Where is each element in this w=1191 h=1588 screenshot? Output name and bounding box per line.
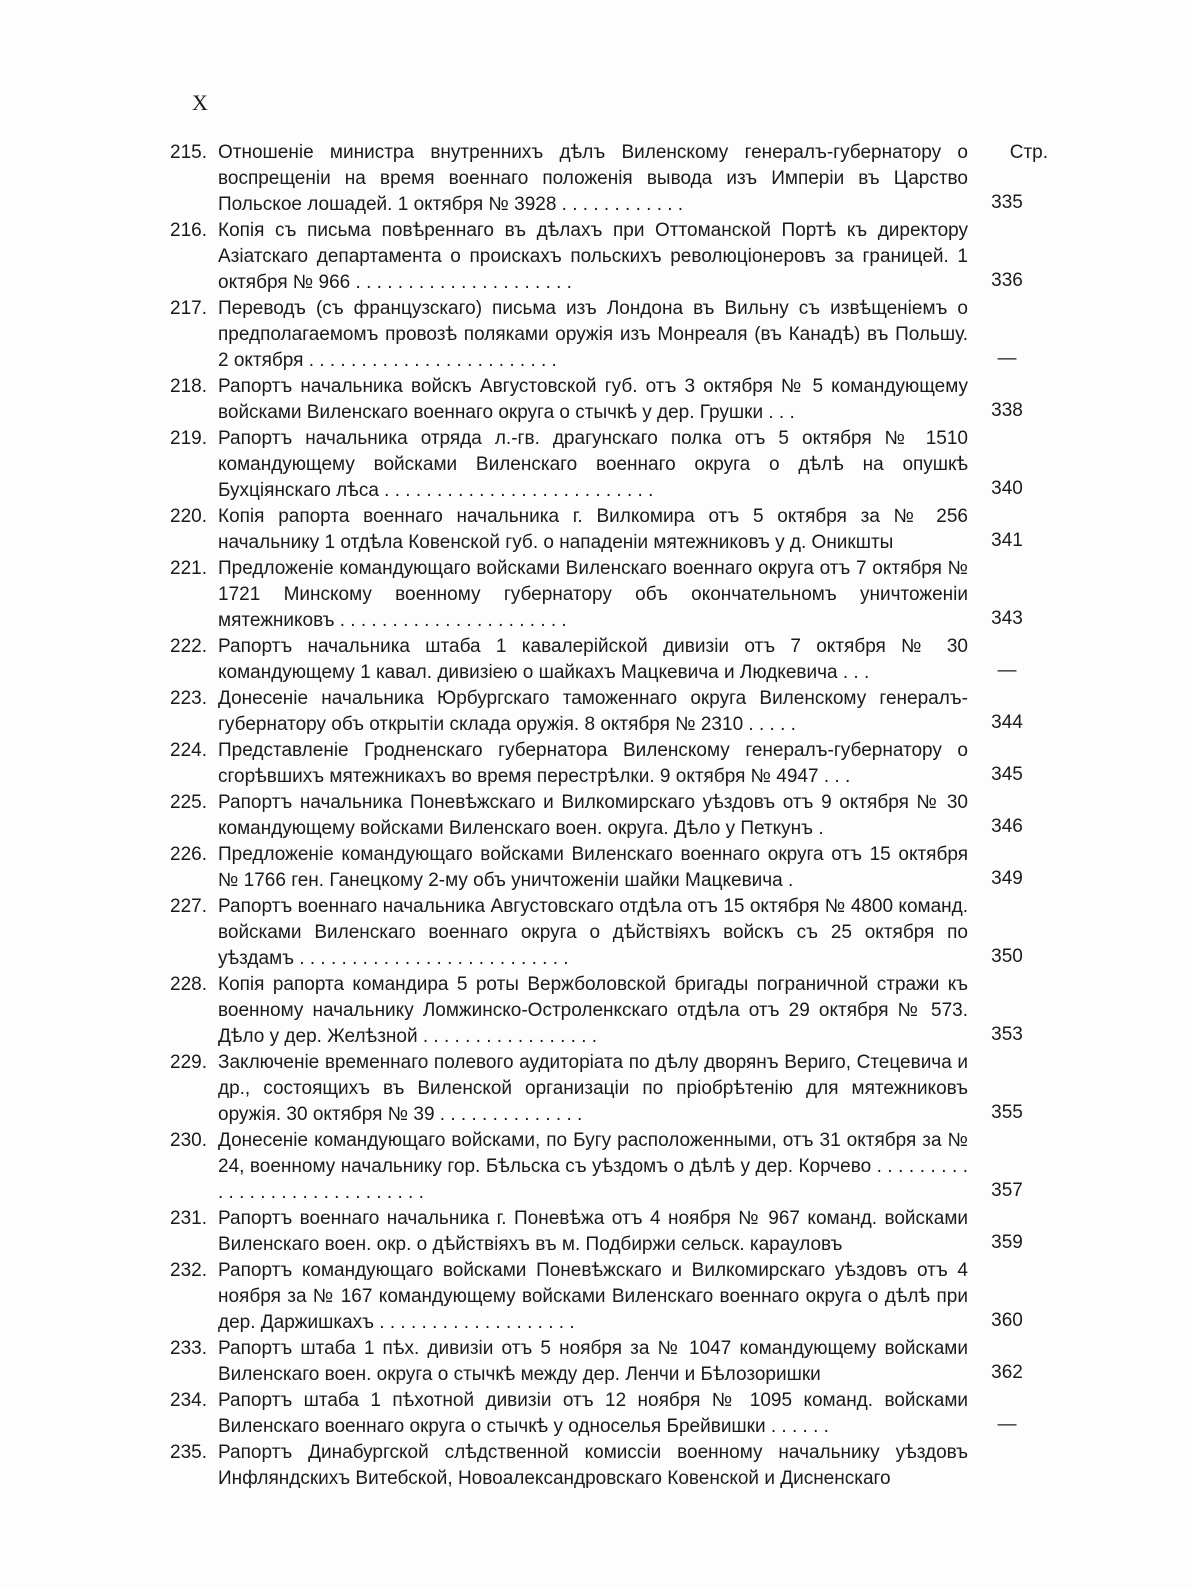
entry-title: Копія съ письма повѣреннаго въ дѣлахъ при Оттоманской Портѣ къ директору Азіатскаго департамента о проискахъ польскихъ революціонеровъ за границей. 1 октября № 966 . . . . . . . . . . . . . . . . . . . . . [218,220,968,293]
entry-page-number: 338 [991,400,1023,421]
entry-page-number: 341 [991,530,1023,551]
entry-number: 219. [170,428,207,449]
page-number: X [192,90,209,115]
entry-title: Отношеніе министра внутреннихъ дѣлъ Виленскому генералъ-губернатору о воспрещеніи на время военнаго положенія вывода изъ Имперіи въ Царство Польское лошадей. 1 октября № 3928 . . . . . . . . . . . . [218,142,968,215]
entry-number: 227. [170,896,207,917]
entry-number: 215. [170,142,207,163]
entry-page-number: 353 [991,1024,1023,1045]
entry-number: 221. [170,558,207,579]
entry-page-number: — [997,1414,1017,1435]
entry-title: Рапортъ штаба 1 пѣх. дивизіи отъ 5 ноября за № 1047 командующему войсками Виленскаго воен. округа о стычкѣ между дер. Ленчи и Бѣлозоришки [218,1338,968,1385]
entry-page-number: 360 [991,1310,1023,1331]
entry-page-number: 349 [991,868,1023,889]
entry-title: Рапортъ начальника Поневѣжскаго и Вилкомирскаго уѣздовъ отъ 9 октября № 30 командующему войсками Виленскаго воен. округа. Дѣло у Петкунъ . [218,792,968,839]
toc-entry [170,1388,1040,1440]
entry-page-number: 359 [991,1232,1023,1253]
entry-number: 216. [170,220,207,241]
toc-entry [170,972,1040,1050]
page-column-label: Стр. [1009,142,1048,163]
toc-entry [170,634,1040,686]
entry-title: Рапортъ военнаго начальника г. Поневѣжа отъ 4 ноября № 967 команд. войсками Виленскаго воен. окр. о дѣйствіяхъ въ м. Подбиржи сельск. карауловъ [218,1208,968,1255]
entry-number: 234. [170,1390,207,1411]
entry-title: Рапортъ военнаго начальника Августовскаго отдѣла отъ 15 октября № 4800 команд. войсками Виленскаго военнаго округа о дѣйствіяхъ войскъ съ 25 октября по уѣздамъ . . . . . . . . . . . . . . . . . . . . . . . . . . [218,896,968,969]
entry-title: Рапортъ начальника войскъ Августовской губ. отъ 3 октября № 5 командующему войсками Виленскаго военнаго округа о стычкѣ у дер. Грушки . . . [218,376,968,423]
entry-title: Рапортъ Динабургской слѣдственной комиссіи военному начальнику уѣздовъ Инфляндскихъ Витебской, Новоалександровскаго Ковенской и Дисненскаго [218,1442,968,1489]
toc-entry [170,296,1040,374]
toc-entry [170,556,1040,634]
entry-number: 230. [170,1130,207,1151]
entry-title: Переводъ (съ французскаго) письма изъ Лондона въ Вильну съ извѣщеніемъ о предполагаемомъ провозѣ поляками оружія изъ Монреаля (въ Канадѣ) въ Польшу. 2 октября . . . . . . . . . . . . . . . . . . . . . . . . [218,298,968,371]
entry-number: 223. [170,688,207,709]
entry-number: 222. [170,636,207,657]
toc-entry [170,1440,1040,1492]
entry-title: Рапортъ начальника отряда л.-гв. драгунскаго полка отъ 5 октября № 1510 командующему войсками Виленскаго военнаго округа о дѣлѣ на опушкѣ Бухціянскаго лѣса . . . . . . . . . . . . . . . . . . . . . . . . . . [218,428,968,501]
entry-page-number: — [997,660,1017,681]
entry-page-number: 362 [991,1362,1023,1383]
entry-number: 224. [170,740,207,761]
entry-number: 233. [170,1338,207,1359]
toc-entry [170,842,1040,894]
toc-entry [170,426,1040,504]
entry-title: Рапортъ командующаго войсками Поневѣжскаго и Вилкомирскаго уѣздовъ отъ 4 ноября за № 167 командующему войсками Виленскаго военнаго округа о дѣлѣ при дер. Даржишкахъ . . . . . . . . . . . . . . . . . . . [218,1260,968,1333]
entry-page-number: 355 [991,1102,1023,1123]
entry-title: Заключеніе временнаго полевого аудиторіата по дѣлу дворянъ Вериго, Стецевича и др., состоящихъ въ Виленской организаціи по пріобрѣтенію для мятежниковъ оружія. 30 октября № 39 . . . . . . . . . . . . . . [218,1052,968,1125]
entry-title: Донесеніе командующаго войсками, по Бугу расположенными, отъ 31 октября за № 24, военному начальнику гор. Бѣльска съ уѣздомъ о дѣлѣ у дер. Корчево . . . . . . . . . . . . . . . . . . . . . . . . . . . . . [218,1130,968,1203]
entry-title: Рапортъ штаба 1 пѣхотной дивизіи отъ 12 ноября № 1095 команд. войсками Виленскаго военнаго округа о стычкѣ у односелья Брейвишки . . . . . . [218,1390,968,1437]
entry-page-number: 340 [991,478,1023,499]
toc-entry [170,790,1040,842]
entry-page-number: 345 [991,764,1023,785]
entry-title: Копія рапорта военнаго начальника г. Вилкомира отъ 5 октября за № 256 начальнику 1 отдѣла Ковенской губ. о нападеніи мятежниковъ у д. Оникшты [218,506,968,553]
entry-number: 231. [170,1208,207,1229]
entry-title: Рапортъ начальника штаба 1 кавалерійской дивизіи отъ 7 октября № 30 командующему 1 кавал. дивизіею о шайкахъ Мацкевича и Людкевича . . . [218,636,968,683]
toc-entry [170,504,1040,556]
toc-entry [170,218,1040,296]
entry-page-number: 335 [991,192,1023,213]
entry-number: 229. [170,1052,207,1073]
entry-page-number: 343 [991,608,1023,629]
entry-number: 228. [170,974,207,995]
entry-page-number: 350 [991,946,1023,967]
toc-entry [170,140,1040,218]
entry-title: Донесеніе начальника Юрбургскаго таможеннаго округа Виленскому генералъ-губернатору объ открытіи склада оружія. 8 октября № 2310 . . . . . [218,688,968,735]
toc-entry [170,1206,1040,1258]
entry-number: 226. [170,844,207,865]
entry-number: 232. [170,1260,207,1281]
entry-number: 225. [170,792,207,813]
entry-number: 220. [170,506,207,527]
toc-entry [170,894,1040,972]
entry-title: Предложеніе командующаго войсками Виленскаго военнаго округа отъ 7 октября № 1721 Минскому военному губернатору объ окончательномъ уничтоженіи мятежниковъ . . . . . . . . . . . . . . . . . . . . . . [218,558,968,631]
entry-page-number: 357 [991,1180,1023,1201]
entry-number: 235. [170,1442,207,1463]
entry-number: 217. [170,298,207,319]
table-of-contents [170,140,1048,1492]
entry-page-number [974,1490,1040,1492]
toc-entry [170,1258,1040,1336]
entry-page-number: 346 [991,816,1023,837]
entry-title: Предложеніе командующаго войсками Виленскаго военнаго округа отъ 15 октября № 1766 ген. Ганецкому 2-му объ уничтоженіи шайки Мацкевича . [218,844,968,891]
entry-title: Представленіе Гродненскаго губернатора Виленскому генералъ-губернатору о сгорѣвшихъ мятежникахъ во время перестрѣлки. 9 октября № 4947 . . . [218,740,968,787]
entry-page-number: 336 [991,270,1023,291]
toc-entry [170,1128,1040,1206]
toc-entry [170,686,1040,738]
entry-page-number: 344 [991,712,1023,733]
toc-entry [170,374,1040,426]
toc-entry [170,1336,1040,1388]
toc-entry [170,738,1040,790]
entry-title: Копія рапорта командира 5 роты Вержболовской бригады пограничной стражи къ военному начальнику Ломжинско-Остроленкскаго отдѣла отъ 29 октября № 573. Дѣло у дер. Желѣзной . . . . . . . . . . . . . . . . . [218,974,968,1047]
entry-number: 218. [170,376,207,397]
entry-page-number: — [997,348,1017,369]
toc-entry [170,1050,1040,1128]
